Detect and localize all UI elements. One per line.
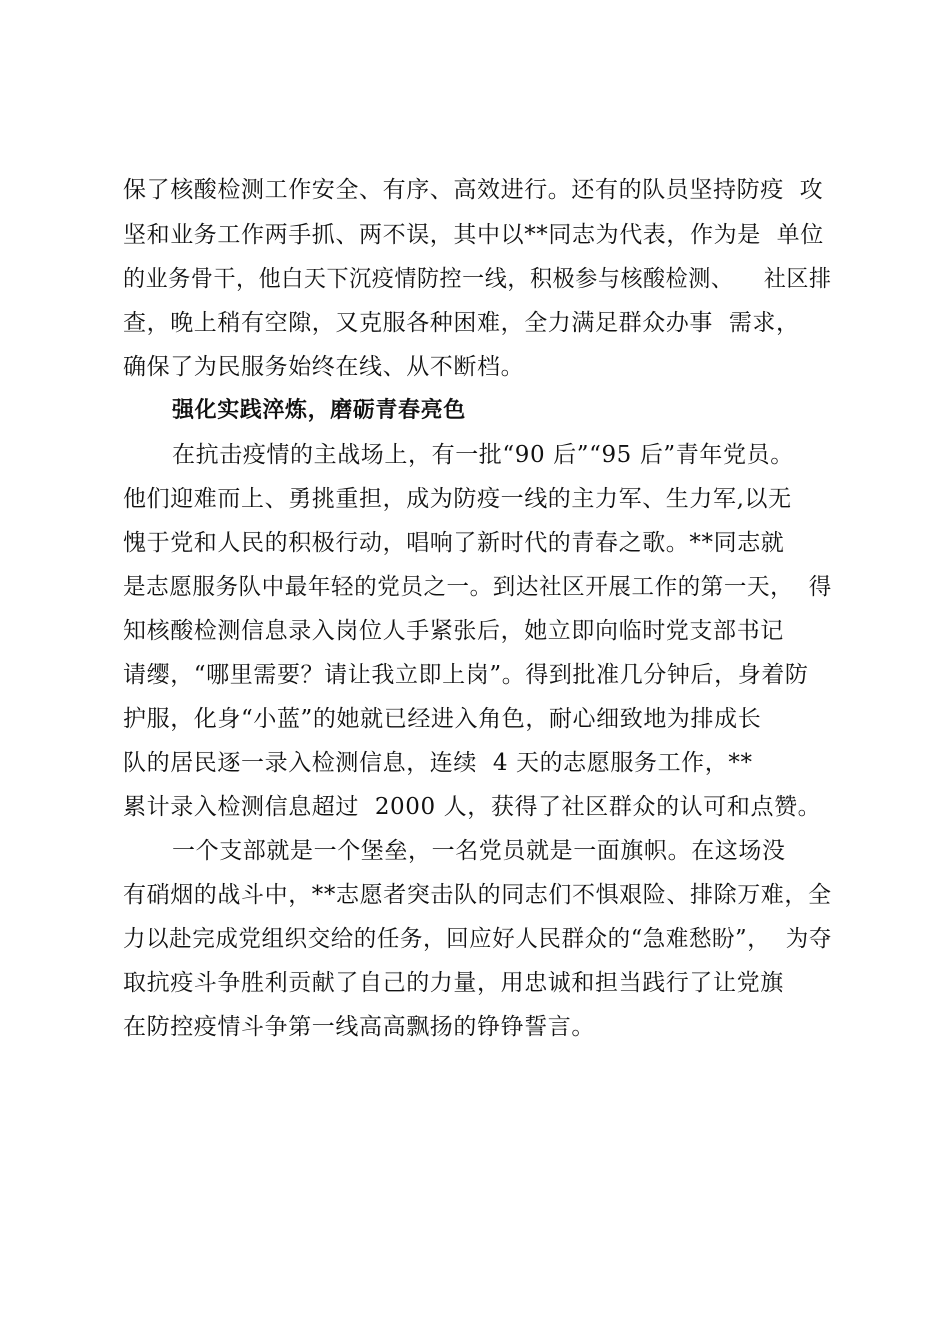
text-line: 取抗疫斗争胜利贡献了自己的力量，用忠诚和担当践行了让党旗	[123, 970, 784, 996]
text-line: 坚和业务工作两手抓、两不误，其中以**同志为代表，作为是 单位	[123, 222, 824, 248]
text-line: 是志愿服务队中最年轻的党员之一。到达社区开展工作的第一天， 得	[123, 574, 832, 600]
section-heading: 强化实践淬炼，磨砺青春亮色	[172, 398, 466, 423]
text-line: 的业务骨干，他白天下沉疫情防控一线，积极参与核酸检测、 社区排	[123, 266, 832, 292]
text-line: 知核酸检测信息录入岗位人手紧张后，她立即向临时党支部书记	[123, 618, 784, 644]
text-line: 有硝烟的战斗中，**志愿者突击队的同志们不惧艰险、排除万难，全	[123, 882, 832, 908]
text-line: 累计录入检测信息超过 2000 人，获得了社区群众的认可和点赞。	[123, 794, 822, 820]
text-line: 确保了为民服务始终在线、从不断档。	[123, 354, 525, 380]
text-line: 力以赴完成党组织交给的任务，回应好人民群众的“急难愁盼”， 为夺	[123, 926, 832, 952]
text-line: 愧于党和人民的积极行动，唱响了新时代的青春之歌。**同志就	[123, 530, 785, 556]
text-line: 队的居民逐一录入检测信息，连续 4 天的志愿服务工作，**	[123, 750, 753, 776]
text-line: 请缨，“哪里需要？请让我立即上岗”。得到批准几分钟后，身着防	[123, 662, 809, 688]
text-line: 在抗击疫情的主战场上，有一批“90 后”“95 后”青年党员。	[172, 442, 794, 468]
text-line: 保了核酸检测工作安全、有序、高效进行。还有的队员坚持防疫 攻	[123, 177, 824, 203]
text-line: 查，晚上稍有空隙，又克服各种困难，全力满足群众办事 需求，	[123, 310, 800, 336]
text-line: 一个支部就是一个堡垒，一名党员就是一面旗帜。在这场没	[172, 838, 786, 864]
text-line: 护服，化身“小蓝”的她就已经进入角色，耐心细致地为排成长	[123, 706, 762, 732]
text-line: 他们迎难而上、勇挑重担，成为防疫一线的主力军、生力军,以无	[123, 486, 792, 512]
text-line: 在防控疫情斗争第一线高高飘扬的铮铮誓言。	[123, 1014, 595, 1040]
